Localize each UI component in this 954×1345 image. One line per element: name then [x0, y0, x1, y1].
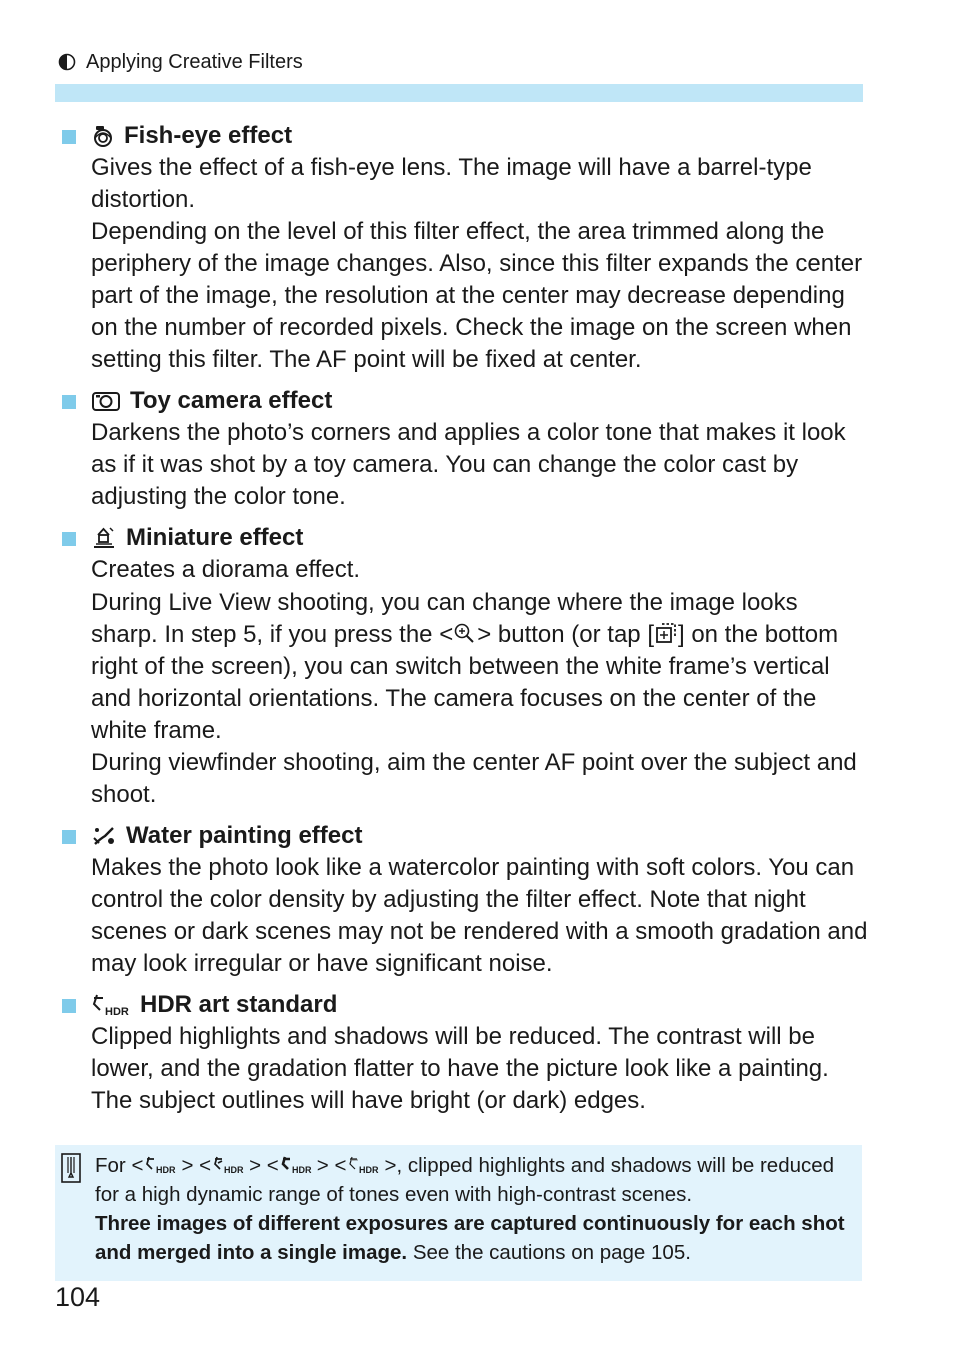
section-title	[91, 989, 337, 1021]
section-title	[91, 820, 362, 852]
paragraph-text: > button (or tap [	[477, 621, 654, 648]
hdr-art-standard-icon	[91, 992, 131, 1018]
section-title-label: Water painting effect	[126, 822, 363, 849]
angle-bracket: >	[384, 1154, 397, 1177]
header-rule	[55, 84, 863, 102]
bullet-marker	[62, 830, 76, 844]
bullet-marker	[62, 999, 76, 1013]
section-title-label: HDR art standard	[140, 991, 338, 1018]
note-pencil-icon	[61, 1153, 81, 1183]
bullet-marker	[62, 532, 76, 546]
header-title: Applying Creative Filters	[86, 50, 303, 73]
angle-bracket: <	[199, 1154, 212, 1177]
section-title	[91, 120, 292, 152]
angle-bracket: <	[334, 1154, 347, 1177]
section-paragraph: Depending on the level of this filter effect, the area trimmed along the periphery of the image changes. Also, since this filter expands the center part of the image, the resolution at the center may decrease depending on the number of recorded pixels. Check the image on the screen when setting this filter. The AF point will be fixed at center.	[91, 218, 863, 373]
svg-text:HDR: HDR	[291, 1165, 312, 1175]
section-title-label: Toy camera effect	[130, 387, 333, 414]
note-box	[55, 1145, 862, 1281]
note-bold-text: Three images of different exposures are captured continuously for each shot and merged into a single image.	[95, 1212, 845, 1264]
section-paragraph: During viewfinder shooting, aim the center AF point over the subject and shoot.	[91, 749, 857, 808]
hdr-art-standard-icon	[145, 1155, 179, 1175]
bullet-marker	[62, 395, 76, 409]
creative-filter-icon	[58, 53, 76, 71]
section-paragraph: Gives the effect of a fish-eye lens. The image will have a barrel-type distortion.	[91, 154, 812, 213]
page-number: 104	[55, 1282, 101, 1312]
section-title-label: Miniature effect	[126, 524, 304, 551]
svg-text:HDR: HDR	[224, 1165, 244, 1175]
section-title	[91, 385, 332, 417]
angle-bracket: <	[266, 1154, 279, 1177]
angle-bracket: >	[249, 1154, 262, 1177]
bullet-marker	[62, 130, 76, 144]
frame-orientation-icon	[654, 621, 678, 645]
svg-text:HDR: HDR	[156, 1165, 176, 1175]
paragraph-text: During Live View shooting, you can change where the image looks sharp. In step 5, if you press the <	[91, 589, 798, 648]
note-text-part: , clipped highlights and shadows will be reduced for a high dynamic range of tones even with high-contrast scenes.	[95, 1154, 835, 1206]
miniature-icon	[91, 525, 117, 551]
hdr-art-vivid-icon	[213, 1155, 247, 1175]
water-painting-icon	[91, 824, 117, 848]
angle-bracket: <	[131, 1154, 144, 1177]
fish-eye-icon	[91, 124, 115, 148]
running-header	[58, 49, 303, 75]
note-text-part: For	[95, 1154, 132, 1177]
note-text-part: See the cautions on page 105.	[407, 1241, 691, 1264]
hdr-art-embossed-icon	[348, 1155, 382, 1175]
toy-camera-icon	[91, 389, 121, 413]
section-paragraph: Makes the photo look like a watercolor painting with soft colors. You can control the color density by adjusting the filter effect. Note that night scenes or dark scenes may not be rendered with a smooth gradation and may look irregular or have significant noise.	[91, 854, 868, 977]
section-title	[91, 522, 303, 554]
angle-bracket: >	[181, 1154, 194, 1177]
section-paragraph: Darkens the photo’s corners and applies a color tone that makes it look as if it was shot by a toy camera. You can change the color cast by adjusting the color tone.	[91, 419, 846, 510]
section-paragraph: Clipped highlights and shadows will be reduced. The contrast will be lower, and the gradation flatter to have the picture look like a painting. The subject outlines will have bright (or dark) edges.	[91, 1023, 829, 1114]
section-paragraph: Creates a diorama effect.	[91, 556, 361, 583]
section-title-label: Fish-eye effect	[124, 122, 293, 149]
section-paragraph	[91, 587, 871, 747]
svg-text:HDR: HDR	[359, 1165, 379, 1175]
hdr-art-bold-icon	[281, 1155, 315, 1175]
angle-bracket: >	[316, 1154, 329, 1177]
paragraph-text: ] on the bottom right of the screen), you can switch between the white frame’s vertical and horizontal orientations. The camera focuses on the center of the white frame.	[91, 621, 839, 744]
note-text	[95, 1151, 855, 1267]
magnify-icon	[453, 622, 477, 644]
svg-text:HDR: HDR	[105, 1006, 129, 1018]
